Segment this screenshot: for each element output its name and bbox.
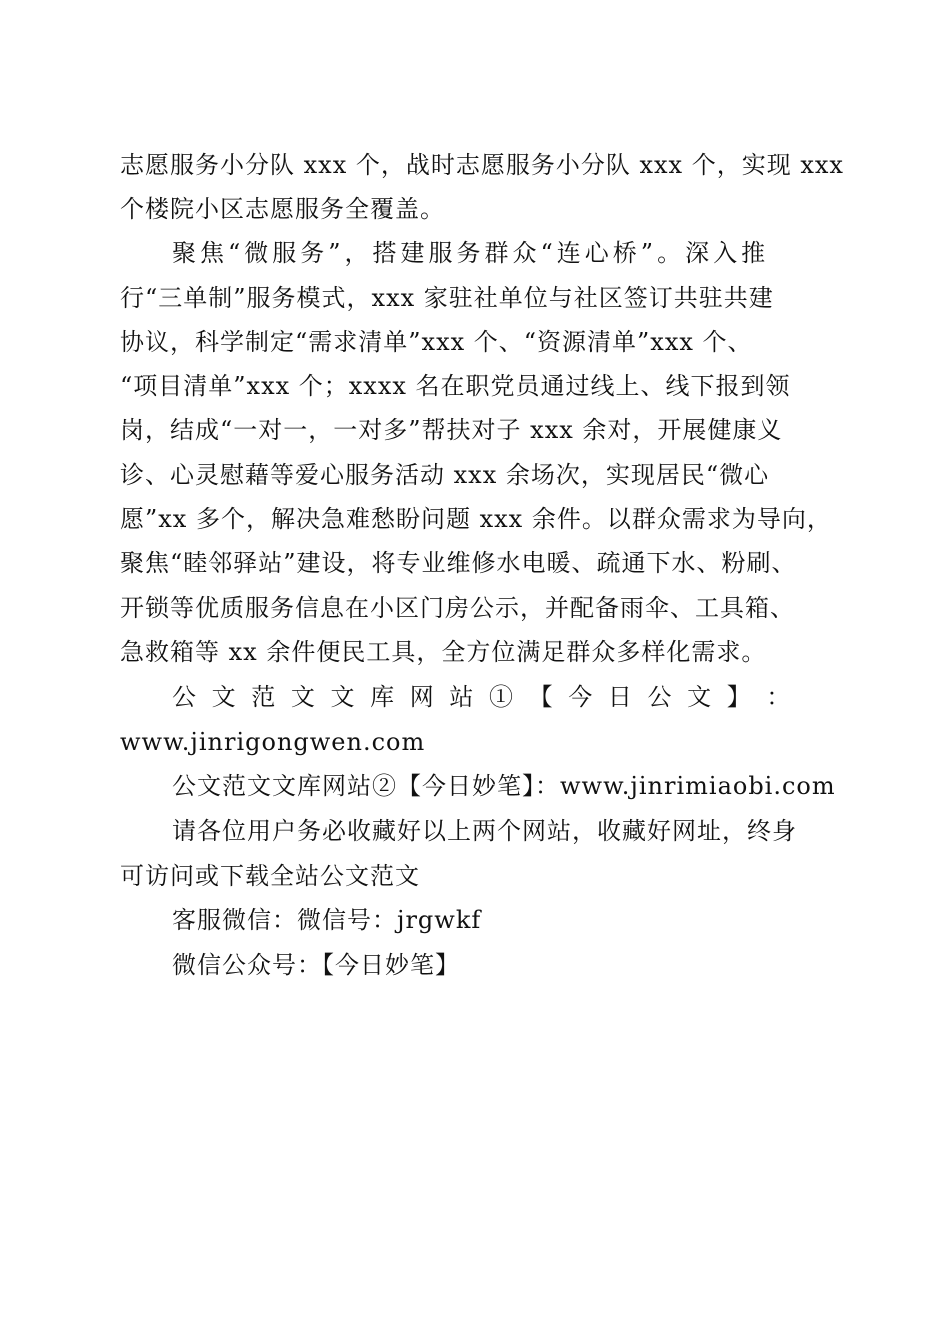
paragraph-2-line-4: “项目清单”xxx 个；xxxx 名在职党员通过线上、线下报到领 — [120, 372, 791, 400]
website-2: 公文范文文库网站②【今日妙笔】：www.jinrimiaobi.com — [172, 772, 836, 800]
paragraph-2-line-8: 聚焦“睦邻驿站”建设，将专业维修水电暖、疏通下水、粉刷、 — [120, 549, 797, 577]
paragraph-2-line-2: 行“三单制”服务模式，xxx 家驻社单位与社区签订共驻共建 — [120, 284, 774, 312]
paragraph-2-line-6: 诊、心灵慰藉等爱心服务活动 xxx 余场次，实现居民“微心 — [120, 461, 770, 489]
paragraph-2-line-7: 愿”xx 多个，解决急难愁盼问题 xxx 余件。以群众需求为导向， — [120, 505, 832, 533]
paragraph-2-line-10: 急救箱等 xx 余件便民工具，全方位满足群众多样化需求。 — [120, 638, 767, 666]
paragraph-2-line-3: 协议，科学制定“需求清单”xxx 个、“资源清单”xxx 个、 — [120, 328, 753, 356]
notice-line-2: 可访问或下载全站公文范文 — [120, 862, 420, 890]
notice-line-1: 请各位用户务必收藏好以上两个网站，收藏好网址，终身 — [172, 817, 797, 845]
website-1-label: 公 文 范 文 文 库 网 站 ① 【 今 日 公 文 】 ： — [172, 683, 795, 711]
website-1-url: www.jinrigongwen.com — [120, 728, 426, 756]
paragraph-1-line-1: 志愿服务小分队 xxx 个，战时志愿服务小分队 xxx 个，实现 xxx — [120, 151, 844, 179]
wechat-service: 客服微信：微信号：jrgwkf — [172, 906, 482, 934]
paragraph-1-line-2: 个楼院小区志愿服务全覆盖。 — [120, 195, 445, 223]
wechat-public-account: 微信公众号：【今日妙笔】 — [172, 951, 460, 979]
paragraph-2-line-5: 岗，结成“一对一，一对多”帮扶对子 xxx 余对，开展健康义 — [120, 416, 783, 444]
paragraph-2-line-9: 开锁等优质服务信息在小区门房公示，并配备雨伞、工具箱、 — [120, 594, 795, 622]
paragraph-2-line-1: 聚焦“微服务”，搭建服务群众“连心桥”。深入推 — [172, 239, 770, 267]
